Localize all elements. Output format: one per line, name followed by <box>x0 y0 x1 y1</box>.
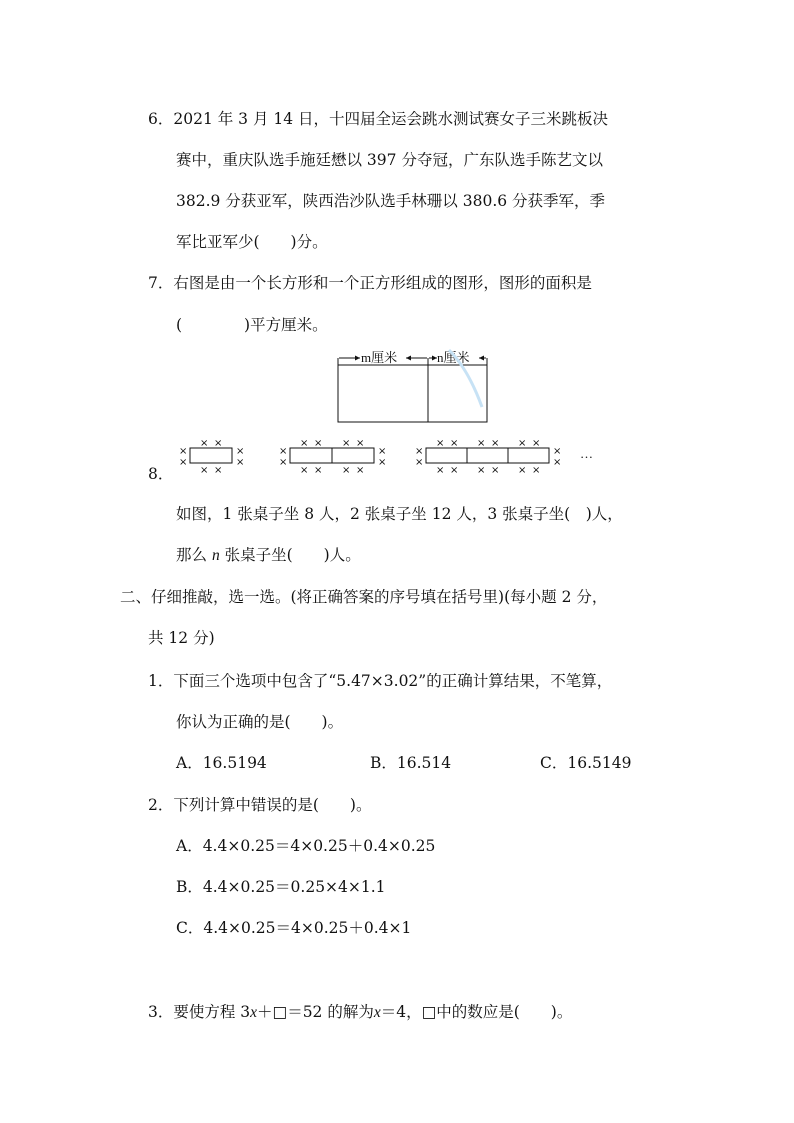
table-1 <box>190 448 232 463</box>
seat-mark: × <box>415 446 424 457</box>
q6-line-3: 382.9 分获亚军，陕西浩沙队选手林珊以 380.6 分获季军，季 <box>176 192 606 210</box>
mc3-part-b: ＋□＝52 的解为 <box>257 1003 374 1021</box>
seat-mark: × <box>378 457 387 468</box>
pattern-ellipsis: … <box>580 446 593 461</box>
seat-mark: × <box>477 438 486 449</box>
seat-mark: × <box>279 446 288 457</box>
m-arrow-left-head <box>355 356 360 361</box>
mc2-option-b: B．4.4×0.25＝0.25×4×1.1 <box>176 878 386 896</box>
q8-line-1: 如图，1 张桌子坐 8 人，2 张桌子坐 12 人，3 张桌子坐( )人， <box>176 505 623 523</box>
seat-mark: × <box>314 438 323 449</box>
q8-line-2-part-b: 张桌子坐( )人。 <box>219 546 361 564</box>
seat-mark: × <box>236 457 245 468</box>
seat-mark: × <box>491 438 500 449</box>
seat-mark: × <box>279 457 288 468</box>
q8-number: 8． <box>148 465 174 483</box>
seat-mark: × <box>179 457 188 468</box>
seat-mark: × <box>553 446 562 457</box>
seat-mark: × <box>450 438 459 449</box>
seat-mark: × <box>477 465 486 476</box>
mc1-option-c: C．16.5149 <box>540 754 632 772</box>
mc3-variable-x: x <box>373 1004 381 1021</box>
seat-mark: × <box>532 465 541 476</box>
table-2a <box>290 448 332 463</box>
seat-mark: × <box>518 438 527 449</box>
q7-line-1: 7．右图是由一个长方形和一个正方形组成的图形，图形的面积是 <box>148 274 592 292</box>
seat-mark: × <box>214 465 223 476</box>
seat-mark: × <box>450 465 459 476</box>
section-2-heading-line-1: 二、仔细推敲，选一选。(将正确答案的序号填在括号里)(每小题 2 分， <box>120 588 608 606</box>
q7-line-2: ( )平方厘米。 <box>176 316 328 334</box>
seat-mark: × <box>436 465 445 476</box>
q8-figure <box>176 432 636 476</box>
mc3-stem <box>148 1002 572 1023</box>
n-length-label: n厘米 <box>437 350 470 365</box>
table-2b <box>332 448 374 463</box>
seat-mark: × <box>342 465 351 476</box>
seat-mark: × <box>356 465 365 476</box>
seat-mark: × <box>179 446 188 457</box>
m-length-label: m厘米 <box>361 350 398 365</box>
n-arrow-right-head <box>479 356 484 361</box>
section-2-heading-line-2: 共 12 分) <box>148 629 215 647</box>
seat-mark: × <box>436 438 445 449</box>
seat-mark: × <box>314 465 323 476</box>
mc3-part-a: 3．要使方程 3 <box>148 1003 251 1021</box>
seat-mark: × <box>300 465 309 476</box>
q8-line-2-part-a: 那么 <box>176 546 212 564</box>
q7-figure <box>334 345 494 425</box>
seat-mark: × <box>200 465 209 476</box>
q8-line-2 <box>176 545 361 566</box>
seat-mark: × <box>532 438 541 449</box>
mc2-option-a: A．4.4×0.25＝4×0.25＋0.4×0.25 <box>176 837 436 855</box>
table-3b <box>467 448 508 463</box>
seat-mark: × <box>300 438 309 449</box>
seat-mark: × <box>415 457 424 468</box>
mc2-option-c: C．4.4×0.25＝4×0.25＋0.4×1 <box>176 919 412 937</box>
seat-mark: × <box>342 438 351 449</box>
table-3a <box>426 448 467 463</box>
seat-mark: × <box>518 465 527 476</box>
seat-mark: × <box>214 438 223 449</box>
mc1-line-2: 你认为正确的是( )。 <box>176 713 344 731</box>
seat-mark: × <box>200 438 209 449</box>
mc3-variable-x: x <box>250 1004 258 1021</box>
q6-line-1: 6．2021 年 3 月 14 日，十四届全运会跳水测试赛女子三米跳板决 <box>148 110 609 128</box>
q6-line-2: 赛中，重庆队选手施廷懋以 397 分夺冠，广东队选手陈艺文以 <box>176 151 603 169</box>
seat-mark: × <box>356 438 365 449</box>
q8-variable-n: n <box>211 547 220 564</box>
table-3c <box>508 448 549 463</box>
q6-line-4: 军比亚军少( )分。 <box>176 233 328 251</box>
mc1-option-a: A．16.5194 <box>176 754 267 772</box>
seat-mark: × <box>491 465 500 476</box>
seat-mark: × <box>553 457 562 468</box>
mc3-part-c: ＝4，□中的数应是( )。 <box>380 1003 573 1021</box>
seat-mark: × <box>378 446 387 457</box>
mc2-stem: 2．下列计算中错误的是( )。 <box>148 796 372 814</box>
m-arrow-right-head <box>406 356 411 361</box>
composite-rectangle <box>338 365 487 422</box>
mc1-option-b: B．16.514 <box>370 754 452 772</box>
seat-mark: × <box>236 446 245 457</box>
mc1-line-1: 1．下面三个选项中包含了“5.47×3.02”的正确计算结果，不笔算， <box>148 672 613 690</box>
